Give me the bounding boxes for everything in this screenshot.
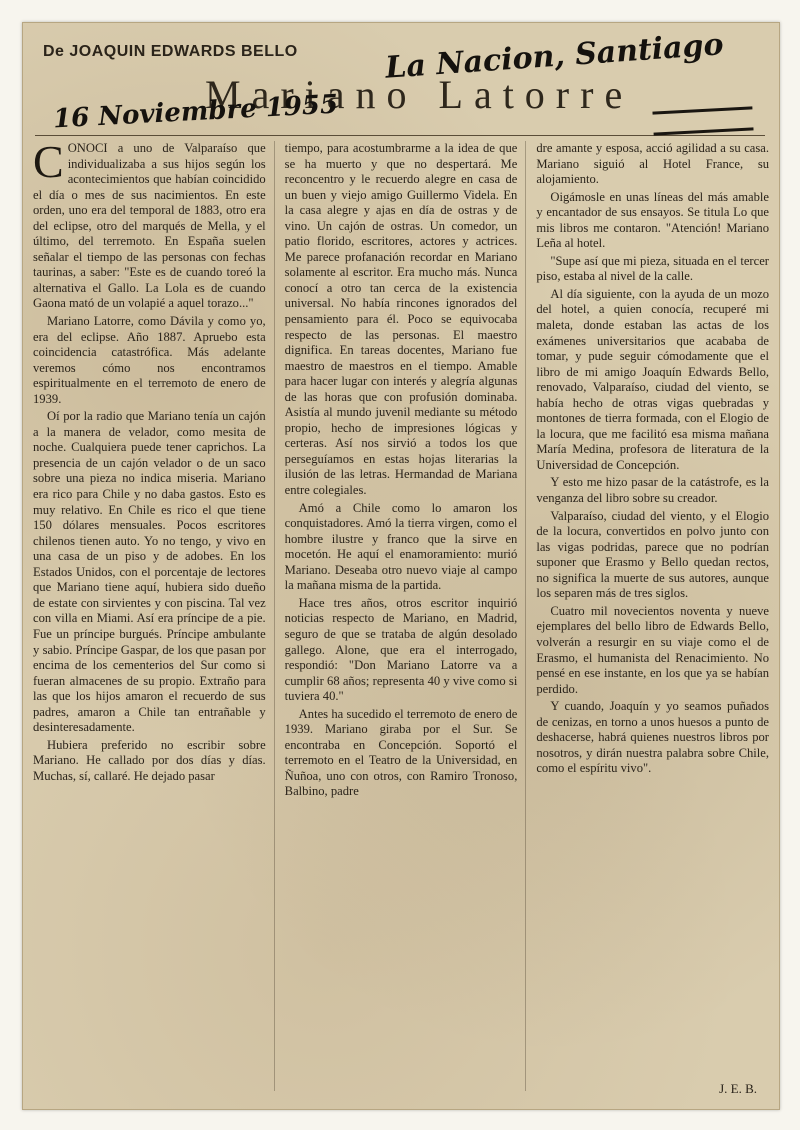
paragraph: Mariano Latorre, como Dávila y como yo, era del eclipse. Año 1887. Apruebo esta coincidencia catastrófica. Más adelante veremos cómo nos encontramos espiritualmente en el terremoto de enero de 1939.: [33, 314, 266, 406]
paragraph: Antes ha sucedido el terremoto de enero de 1939. Mariano giraba por el Sur. Se encontraba en Concepción. Soportó el terremoto en el Teatro de la Universidad, en Ñuñoa, uno con otros, con Ramiro Tronoso, Balbino, padre: [284, 706, 518, 799]
column-3: [536, 141, 769, 1091]
paragraph: tiempo, para acostumbrarme a la idea de que se ha muerto y que no despertará. Me reconcentro y le recuerdo alegre en casa de un buen y viejo amigo Guillermo Videla. En la casa alegre y ajas en día de ostras y de vino. Un cajón de ostras. Un comedor, un patio florido, escritores, actores y actrices. Me parece profanación recordar en Mariano solamente al escritor. Era mucho más. Nunca conocí a otro tan cerca de la existencia universal. No había rincones ignorados del pensamiento para él. Poco se equivocaba respecto de las personas. El maestro dignifica. En tareas docentes, Mariano fue maestro de maestros en el tiempo. Amable para hacer lugar con interés y alegría algunas de las horas que con profusión dominaba. Asistía al mundo juvenil mediante su método propio, hecho de impresiones lógicas y certeras. Así nos sirvió a todos los que perseguíamos en estas hojas literarias la ilusión de las letras. Hermandad de Mariana entre colegiales.: [284, 141, 518, 498]
paragraph: Y cuando, Joaquín y yo seamos puñados de cenizas, en torno a unos huesos a punto de deshacerse, habrá quienes nuestros libros por nosotros, y dirán nuestra palabra sobre Chile, como el espíritu vivo".: [536, 699, 770, 776]
paragraph: "Supe así que mi pieza, situada en el tercer piso, estaba al nivel de la calle.: [536, 253, 770, 284]
paragraph: Cuatro mil novecientos noventa y nueve ejemplares del bello libro de Edwards Bello, volverán a resurgir en su viaje como el de Erasmo, el humanista del Renacimiento. No pensé en ese instante, en los que ya se habían perdido.: [536, 603, 770, 696]
drop-cap: C: [33, 141, 64, 187]
paragraph: Oí por la radio que Mariano tenía un cajón a la manera de velador, como mesita de noche. Cualquiera puede tener caprichos. La presencia de un cajón velador o de un saco sobre una pieza no indica miseria. Mariano era rico para Chile y no daba gastos. Esto es muy relativo. En Chile es rico el que tiene 150 dólares mensuales. Pocos escritores chilenos tienen auto. Yo no tengo, y vivo en una casa de un piso y de adobes. En los Estados Unidos, con el porcentaje de lectores que Mariano tiene aquí, hubiera sido dueño de estate con sirvientes y con piscina. Tal vez con villa en Miami. Así era príncipe de a pie. Fue un príncipe burgués. Príncipe ambulante y sabio. Príncipe Gaspar, de los que pasan por encima de los cementerios del Sur como si fueran almacenes de su propio. Extraño para las que los hijos amaron el recuerdo de sus padres, amaron a Chile tan entrañable y desinteresadamente.: [33, 409, 266, 735]
paragraph: Y esto me hizo pasar de la catástrofe, es la venganza del libro sobre su creador.: [536, 475, 770, 506]
paragraph: Hubiera preferido no escribir sobre Mariano. He callado por dos días y días. Muchas, sí, callaré. He dejado pasar: [33, 737, 266, 783]
paragraph: Oigámosle en unas líneas del más amable y encantador de sus ensayos. Se titula Lo que mis libros me contaron. "Atención! Mariano Leña al hotel.: [536, 189, 770, 251]
ink-scribble: [652, 106, 753, 135]
newspaper-clipping: [22, 22, 780, 1110]
paragraph: Hace tres años, otros escritor inquirió noticias respecto de Mariano, en Madrid, seguro de que se trataba de algún desolado gallego. Alone, que era el interrogado, respondió: "Don Mariano Latorre va a cumplir 68 años; representa 40 y vive como si tuviera 40.": [284, 595, 518, 704]
handwritten-source: La Nacion, Santiago: [384, 27, 725, 86]
handwritten-date: 16 Noviembre 1955: [52, 89, 339, 135]
column-1: [33, 141, 275, 1091]
paragraph: dre amante y esposa, acció agilidad a su casa. Mariano siguió al Hotel France, su alojamiento.: [536, 141, 770, 187]
paragraph: CONOCI a uno de Valparaíso que individualizaba a sus hijos según los acontecimientos que habían coincidido el día o mes de sus nacimientos. En este orden, uno era del temporal de 1883, otro era del eclipse, otro del marqués de Mella, y el último, del terremoto. En España suelen señalar el tiempo de las personas con fechas taurinas, a saber: "Este es de cuando toreó la alternativa el Gallo. La Lola es de cuando Gaona mató de un volapié a aquel torazo...": [33, 141, 266, 311]
byline: De JOAQUIN EDWARDS BELLO: [43, 43, 298, 60]
article-header: [35, 27, 765, 136]
article-body: [33, 141, 769, 1091]
article-title: Mariano Latorre: [205, 72, 634, 117]
paragraph: Valparaíso, ciudad del viento, y el Elogio de la locura, convertidos en polvo junto con las vigas podridas, parece que no podrían suponer que Erasmo y Bello quedan rectos, no significa la muerte de sus autores, aunque los separen más de tres siglos.: [536, 508, 770, 601]
author-signature: J. E. B.: [719, 1081, 757, 1096]
paragraph: Al día siguiente, con la ayuda de un mozo del hotel, a quien conocía, recuperé mi maleta, donde estaban las actas de los exámenes universitarios que acababa de tomar, y pude seguir cómodamente que el libro de mi amigo Joaquín Edwards Bello, renovado, Valparaíso, ciudad del viento, se había hecho de otras vigas quebradas y montones de tierra formada, con el Elogio de la locura, que me facilitó esa misma mañana María Medina, profesora de literatura de la Universidad de Concepción.: [536, 286, 770, 472]
column-2: [285, 141, 527, 1091]
paragraph: Amó a Chile como lo amaron los conquistadores. Amó la tierra virgen, como el hombre ilustre y franco que la sirve en mocetón. He aquí el enamoramiento: murió Mariano. Deseaba otro nuevo viaje al campo la mañana misma de la partida.: [284, 500, 518, 593]
